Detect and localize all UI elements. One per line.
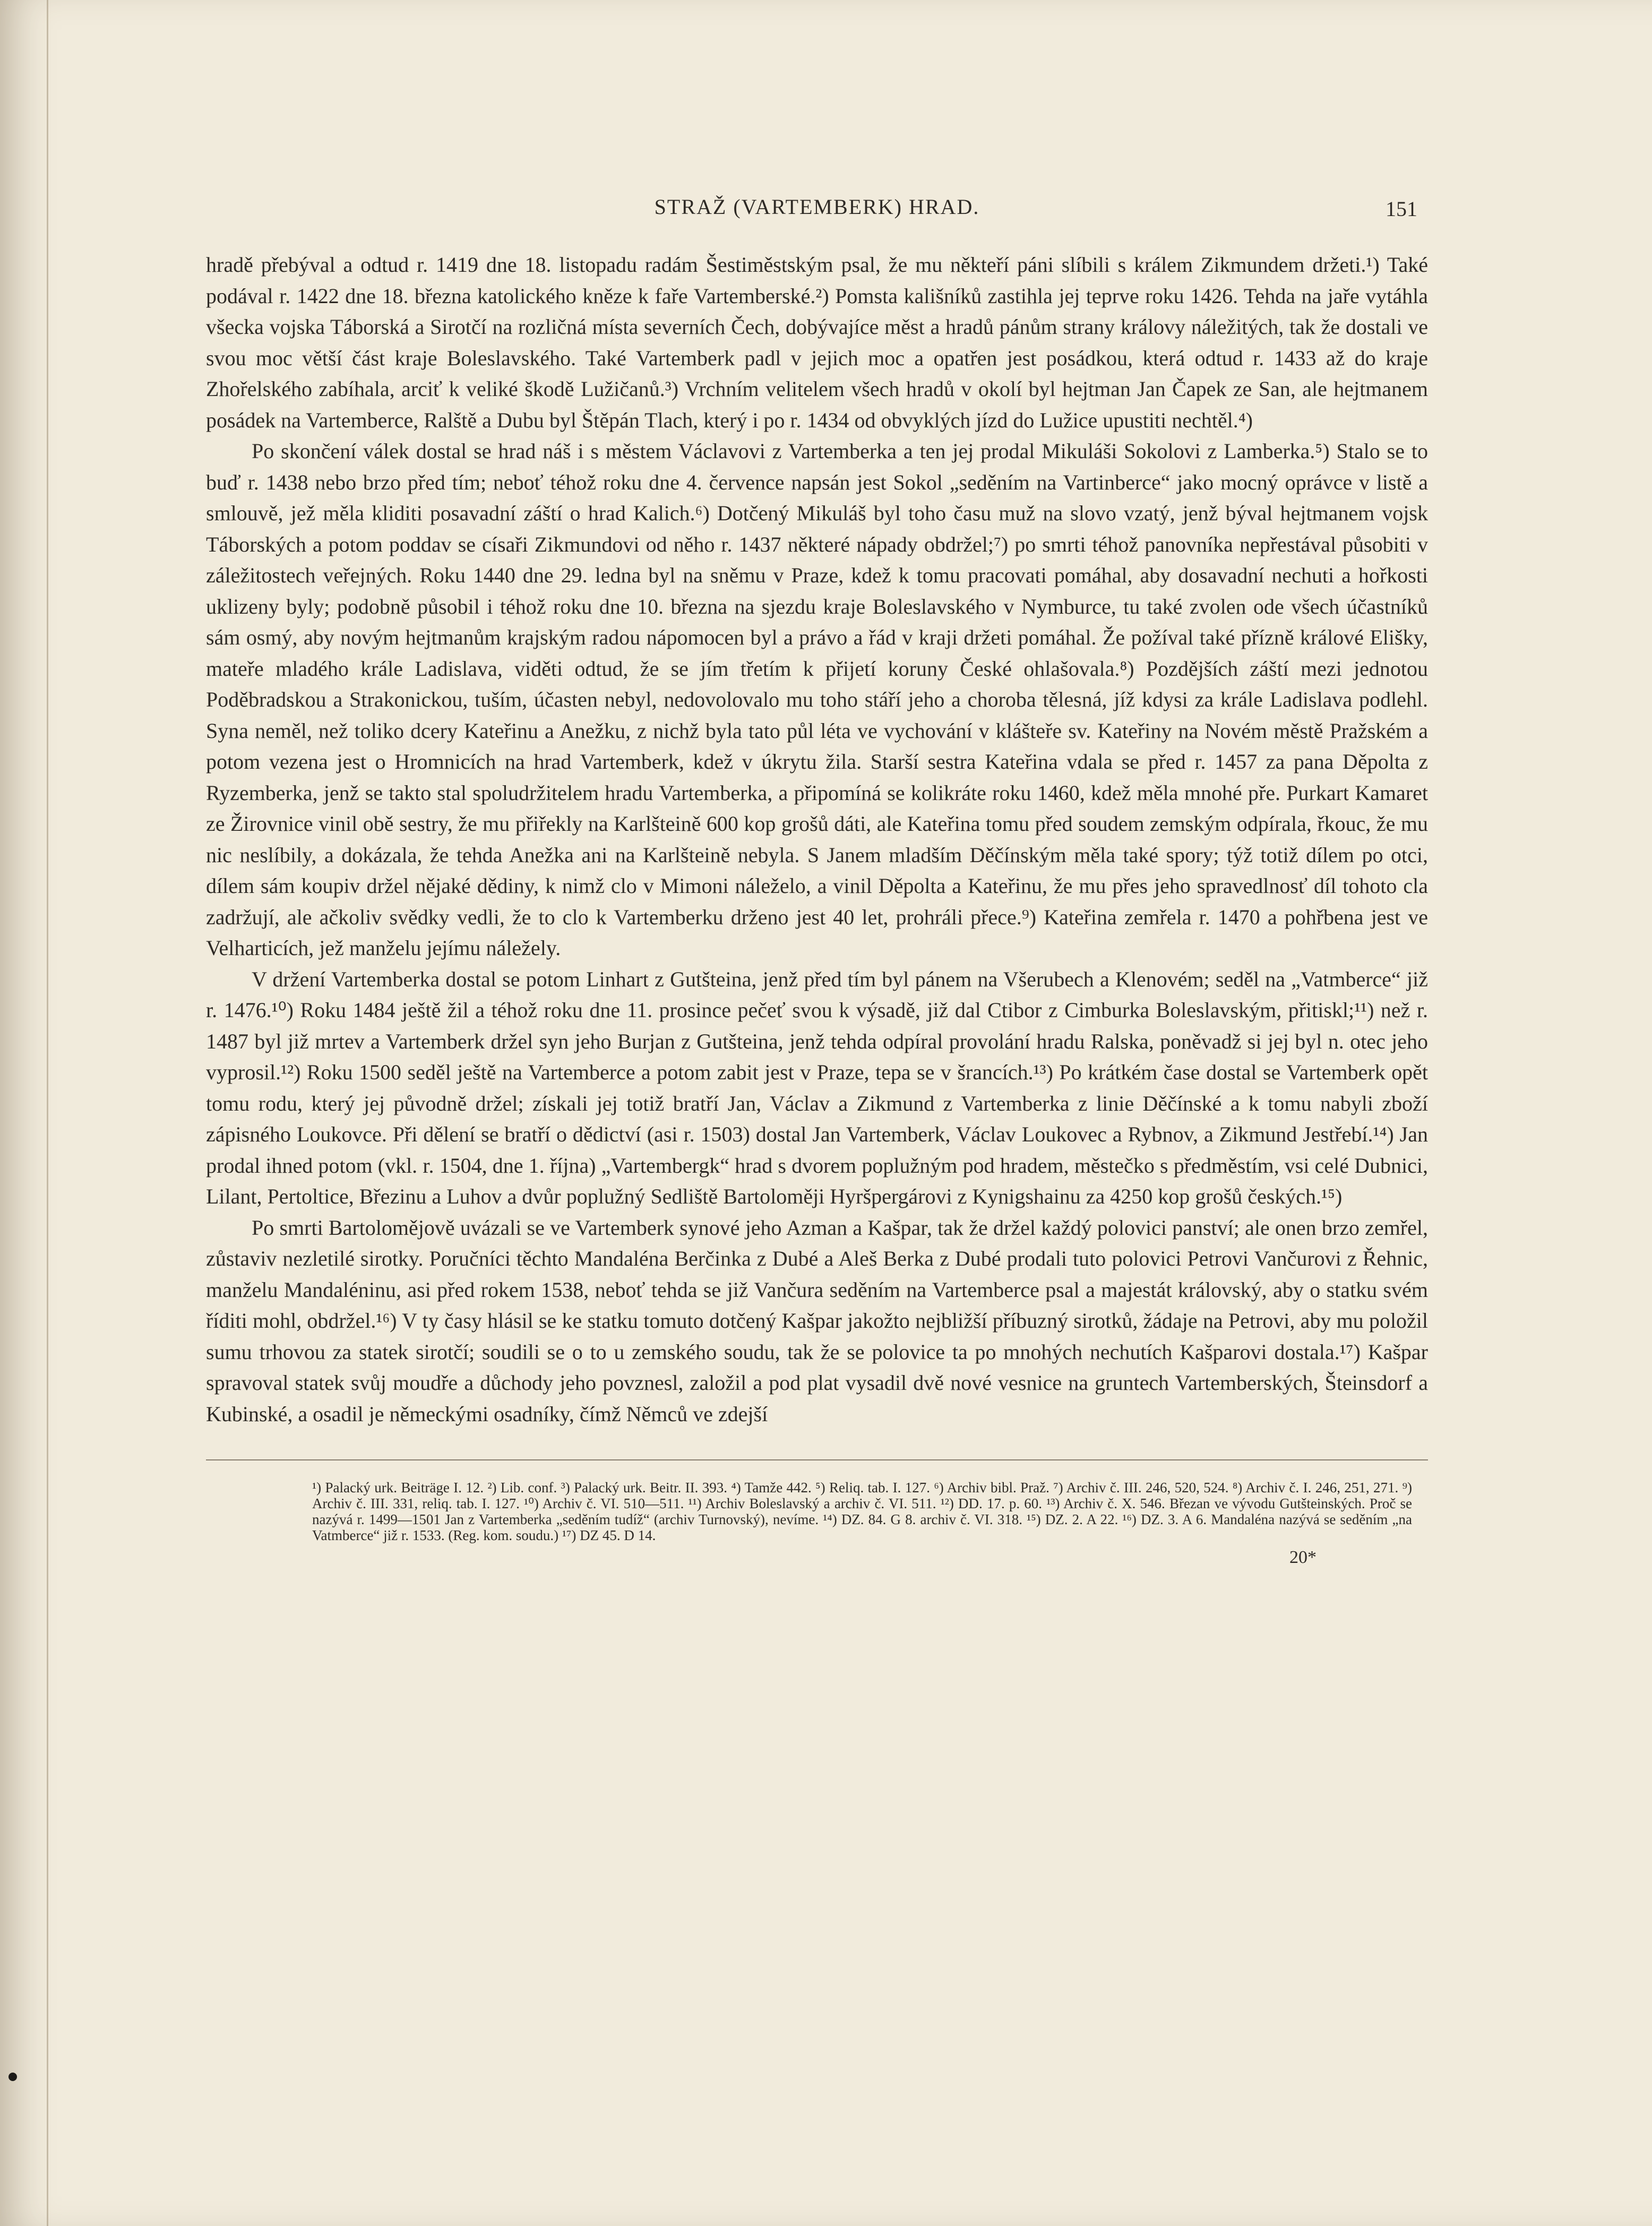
paragraph: V držení Vartemberka dostal se potom Linhart z Gutšteina, jenž před tím byl pánem na Všerubech a Klenovém; seděl na „Vatmberce“ již r. 1476.¹⁰) Roku 1484 ještě žil a téhož roku dne 11. prosince pečeť svou k výsadě, již dal Ctibor z Cimburka Boleslavským, přitiskl;¹¹) než r. 1487 byl již mrtev a Vartemberk držel syn jeho Burjan z Gutšteina, jenž tehda odpíral provolání hradu Ralska, poněvadž si jej byl n. otec jeho vyprosil.¹²) Roku 1500 seděl ještě na Vartemberce a potom zabit jest v Praze, tepa se v šrancích.¹³) Po krátkém čase dostal se Vartemberk opět tomu rodu, který jej původně držel; získali jej totiž bratří Jan, Václav a Zikmund z Vartemberka z linie Děčínské a k tomu nabyli zboží zápisného Loukovce. Při dělení se bratří o dědictví (asi r. 1503) dostal Jan Vartemberk, Václav Loukovec a Rybnov, a Zikmund Jestřebí.¹⁴) Jan prodal ihned potom (vkl. r. 1504, dne 1. října) „Vartembergk“ hrad s dvorem poplužným pod hradem, městečko s předměstím, vsi celé Dubnici, Lilant, Pertoltice, Březinu a Luhov a dvůr poplužný Sedliště Bartoloměji Hyršpergárovi z Kynigshainu za 4250 kop grošů českých.¹⁵) bbox=[206, 967, 1428, 1208]
running-head bbox=[206, 191, 1428, 228]
body-text bbox=[206, 250, 1428, 1430]
scan-speck bbox=[8, 2073, 17, 2081]
paragraph-continuation: hradě přebýval a odtud r. 1419 dne 18. listopadu radám Šestiměstským psal, že mu někteří páni slíbili s králem Zikmundem držeti.¹) Také podával r. 1422 dne 18. března katolického kněze k faře Vartemberské.²) Pomsta kališníků zastihla jej teprve roku 1426. Tehda na jaře vytáhla všecka vojska Táborská a Sirotčí na rozličná místa severních Čech, dobývajíce měst a hradů pánům strany královy náležitých, tak že dostali ve svou moc větší část kraje Boleslavského. Také Vartemberk padl v jejich moc a opatřen jest posádkou, která odtud r. 1433 až do kraje Zhořelského zabíhala, arciť k veliké škodě Lužičanů.³) Vrchním velitelem všech hradů v okolí byl hejtman Jan Čapek ze San, ale hejtmanem posádek na Vartemberce, Ralště a Dubu byl Štěpán Tlach, který i po r. 1434 od obvyklých jízd do Lužice upustiti nechtěl.⁴) bbox=[206, 253, 1428, 432]
binding-edge bbox=[47, 0, 48, 2226]
paragraph: Po smrti Bartolomějově uvázali se ve Vartemberk synové jeho Azman a Kašpar, tak že držel každý polovici panství; ale onen brzo zemřel, zůstaviv nezletilé sirotky. Poručníci těchto Mandaléna Berčinka z Dubé a Aleš Berka z Dubé prodali tuto polovici Petrovi Vančurovi z Řehnic, manželu Mandaléninu, asi před rokem 1538, neboť tehda se již Vančura seděním na Vartemberce psal a majestát královský, aby o statku svém říditi mohl, obdržel.¹⁶) V ty časy hlásil se ke statku tomuto dotčený Kašpar jakožto nejbližší příbuzný sirotků, žádaje na Petrovi, aby mu položil sumu trhovou za statek sirotčí; soudili se o to u zemského soudu, tak že se polovice ta po mnohých nechutích Kašparovi dostala.¹⁷) Kašpar spravoval statek svůj moudře a důchody jeho povznesl, založil a pod plat vysadil dvě nové vesnice na gruntech Vartemberských, Šteinsdorf a Kubinské, a osadil je německými osadníky, čímž Němců ve zdejší bbox=[206, 1215, 1428, 1426]
paragraph: Po skončení válek dostal se hrad náš i s městem Václavovi z Vartemberka a ten jej prodal Mikuláši Sokolovi z Lamberka.⁵) Stalo se to buď r. 1438 nebo brzo před tím; neboť téhož roku dne 4. července napsán jest Sokol „seděním na Vartinberce“ jako mocný oprávce v listě a smlouvě, jež měla kliditi posavadní záští o hrad Kalich.⁶) Dotčený Mikuláš byl toho času muž na slovo vzatý, jenž býval hejtmanem vojsk Táborských a potom poddav se císaři Zikmundovi od něho r. 1437 některé nápady obdržel;⁷) po smrti téhož panovníka nepřestával působiti v záležitostech veřejných. Roku 1440 dne 29. ledna byl na sněmu v Praze, kdež k tomu pracovati pomáhal, aby dosavadní nechuti a hořkosti uklizeny byly; podobně působil i téhož roku dne 10. března na sjezdu kraje Boleslavského v Nymburce, tu také zvolen ode všech účastníků sám osmý, aby novým hejtmanům krajským radou nápomocen byl a právo a řád v kraji držeti pomáhal. Že požíval také přízně králové Elišky, mateře mladého krále Ladislava, viděti odtud, že se jím třetím k přijetí koruny České ohlašovala.⁸) Pozdějších záští mezi jednotou Poděbradskou a Strakonickou, tuším, účasten nebyl, nedovolovalo mu toho stáří jeho a choroba tělesná, jíž kdysi za krále Ladislava podlehl. Syna neměl, než toliko dcery Kateřinu a Anežku, z nichž byla tato půl léta ve vychování v klášteře sv. Kateřiny na Novém městě Pražském a potom vezena jest o Hromnicích na hrad Vartemberk, kdež v úkrytu žila. Starší sestra Kateřina vdala se před r. 1457 za pana Děpolta z Ryzemberka, jenž se takto stal spoludržitelem hradu Vartemberka, a připomíná se kolikráte roku 1460, kdež měla mnohé pře. Purkart Kamaret ze Žirovnice vinil obě sestry, že mu přiřekly na Karlšteině 600 kop grošů dáti, ale Kateřina tomu před soudem zemským odpírala, řkouc, že mu nic neslíbily, a dokázala, že tehda Anežka ani na Karlšteině nebyla. S Janem mladším Děčínským měla také spory; týž totiž dílem po otci, dílem sám koupiv držel nějaké dědiny, k nimž clo v Mimoni náleželo, a vinil Děpolta a Kateřinu, že mu přes jeho spravedlnosť díl tohoto cla zadržují, ale ačkoliv svědky vedli, že to clo k Vartemberku drženo jest 40 let, prohráli přece.⁹) Kateřina zemřela r. 1470 a pohřbena jest ve Velharticích, jež manželu jejímu náležely. bbox=[206, 439, 1428, 960]
page-number: 151 bbox=[1386, 197, 1417, 221]
sheet-signature: 20* bbox=[1289, 1548, 1317, 1567]
footnotes: ¹) Palacký urk. Beiträge I. 12. ²) Lib. conf. ³) Palacký urk. Beitr. II. 393. ⁴) Tamže 442. ⁵) Reliq. tab. I. 127. ⁶) Archiv bibl. Praž. ⁷) Archiv č. III. 246, 520, 524. ⁸) Archiv č. I. 246, 251, 271. ⁹) Archiv č. III. 331, reliq. tab. I. 127. ¹⁰) Archiv č. VI. 510—511. ¹¹) Archiv Boleslavský a archiv č. VI. 511. ¹²) DD. 17. p. 60. ¹³) Archiv č. X. 546. Březan ve vývodu Gutšteinských. Proč se nazývá r. 1499—1501 Jan z Vartemberka „seděním tudíž“ (archiv Turnovský), nevíme. ¹⁴) DZ. 84. G 8. archiv č. VI. 318. ¹⁵) DZ. 2. A 22. ¹⁶) DZ. 3. A 6. Mandaléna nazývá se seděním „na Vatmberce“ již r. 1533. (Reg. kom. soudu.) ¹⁷) DZ 45. D 14. bbox=[312, 1480, 1412, 1543]
footnote-rule bbox=[206, 1459, 1428, 1460]
running-title: STRAŽ (VARTEMBERK) HRAD. bbox=[654, 195, 980, 219]
book-page bbox=[206, 191, 1428, 1568]
